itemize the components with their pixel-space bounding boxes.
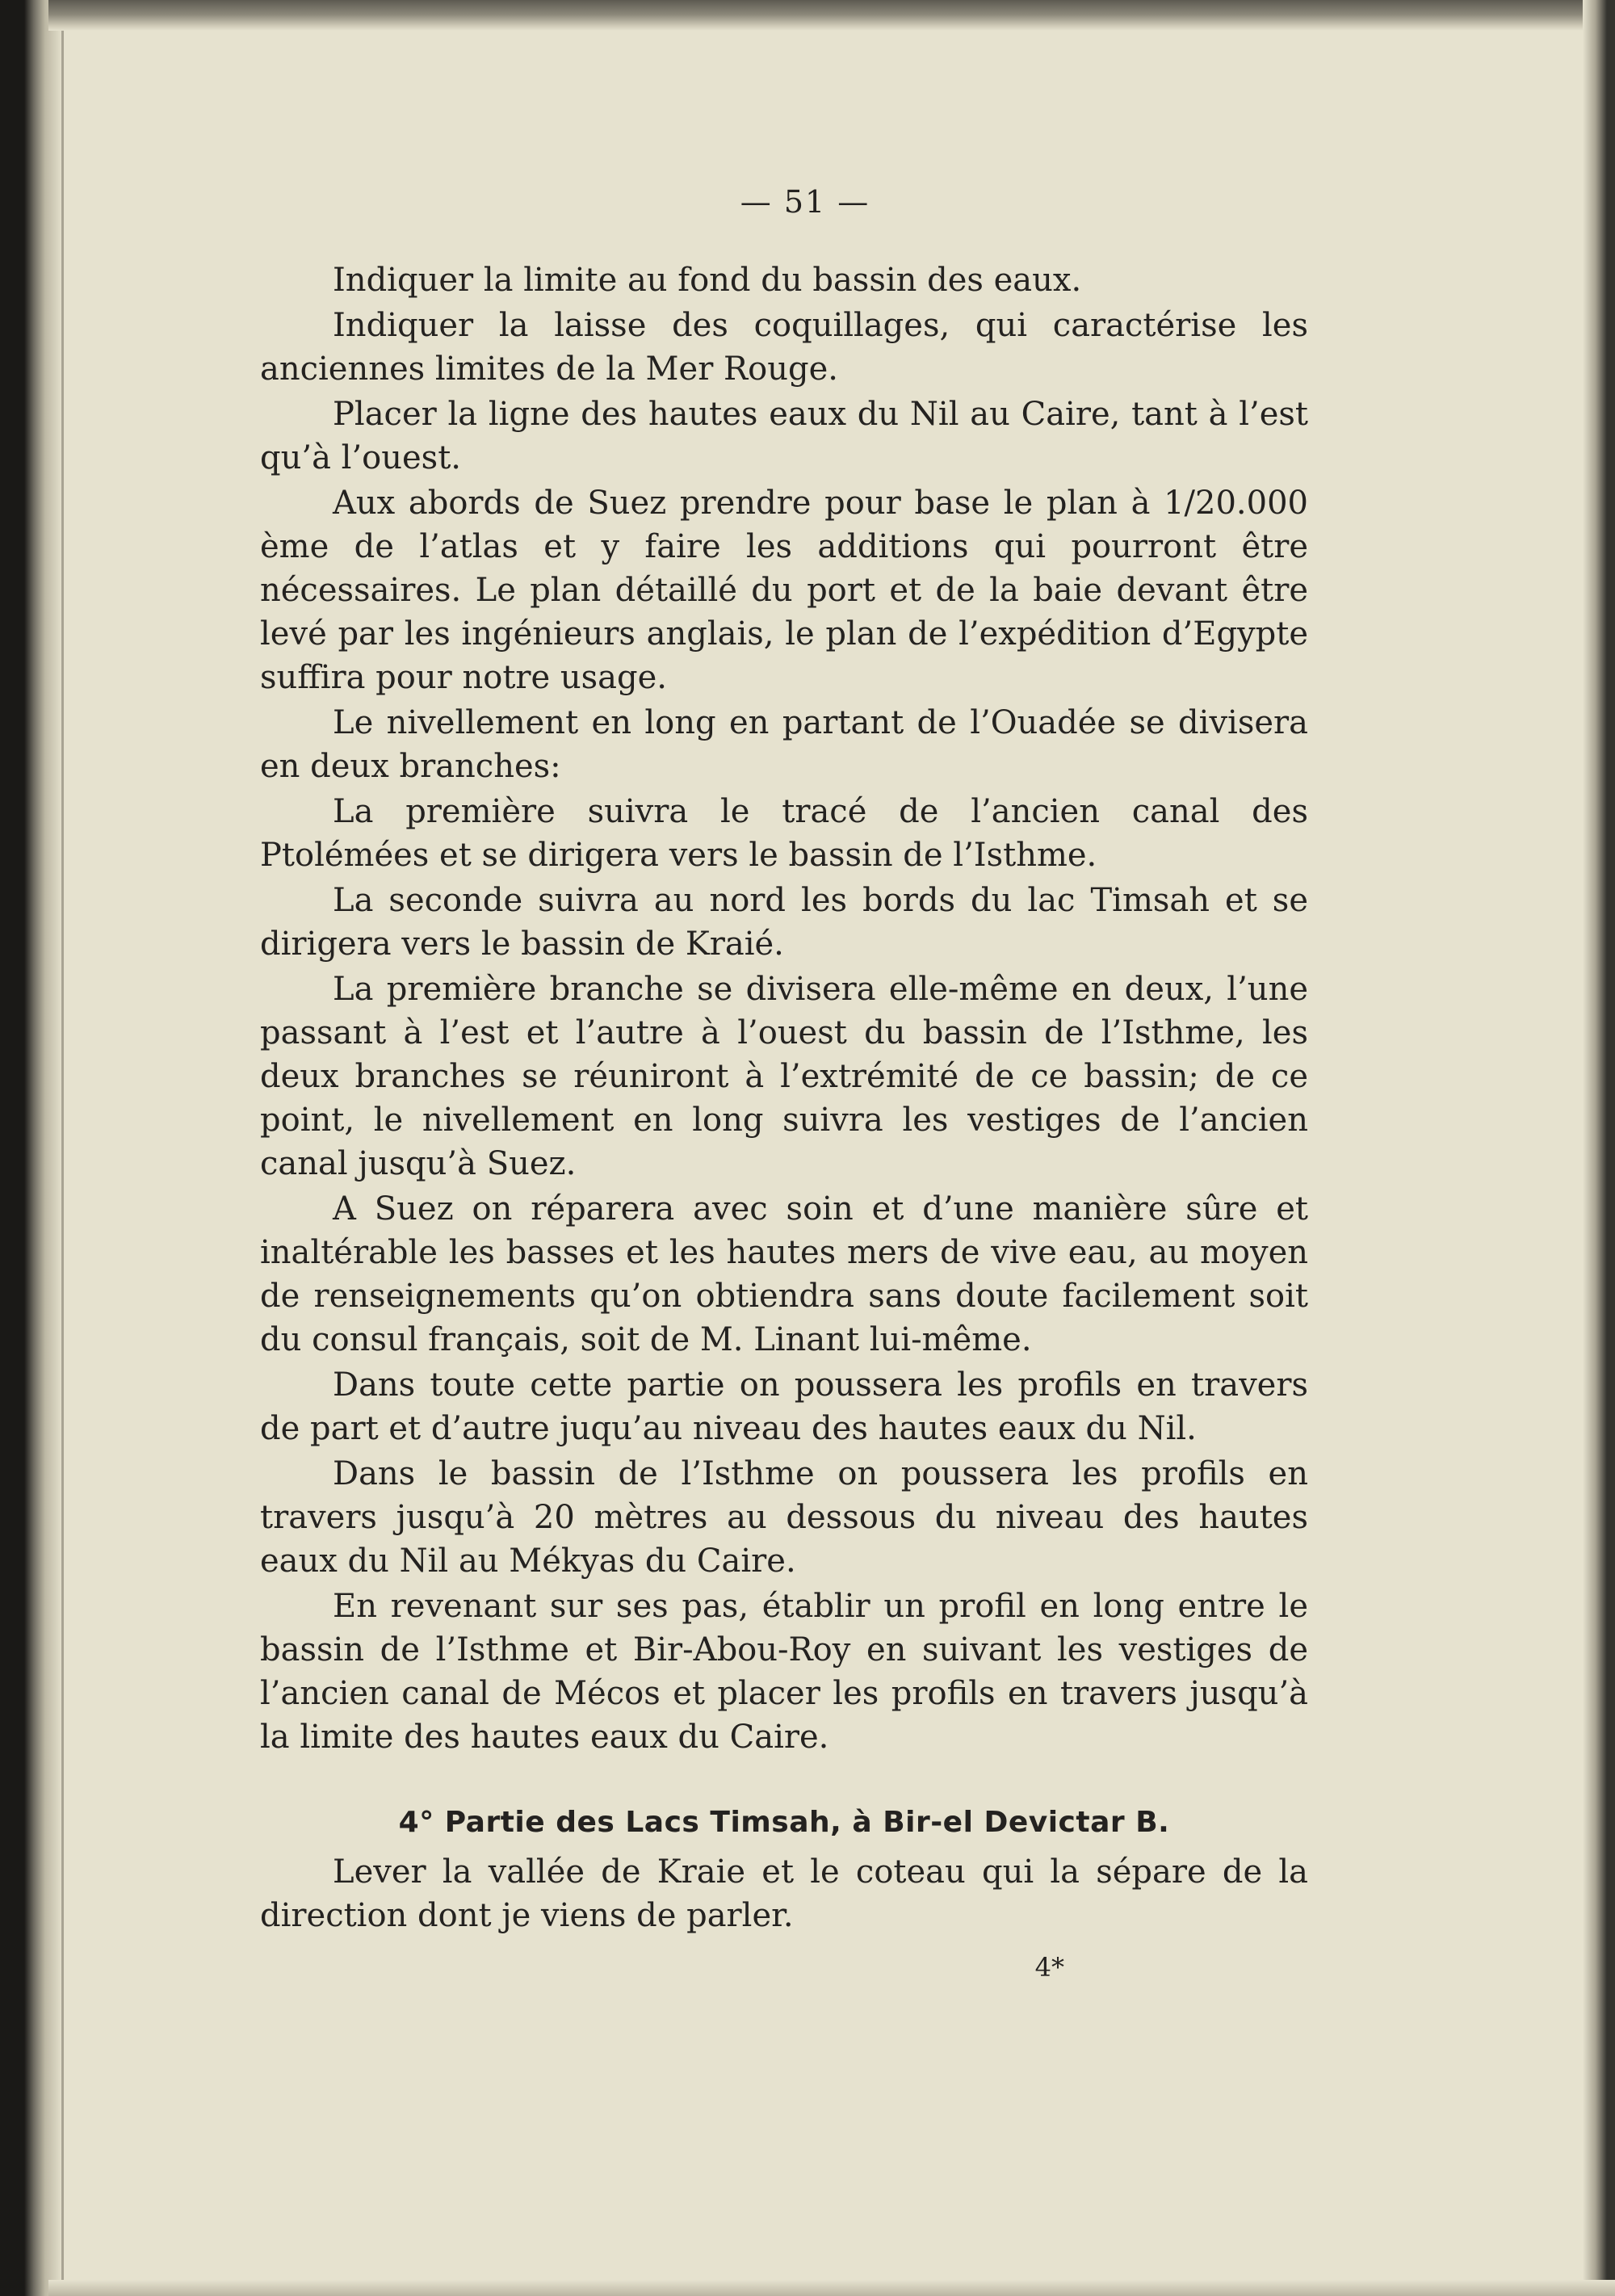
section-heading: 4° Partie des Lacs Timsah, à Bir-el Devictar B. xyxy=(398,1806,1170,1839)
paragraph: Dans le bassin de l’Isthme on poussera les profils en travers jusqu’à 20 mètres au dessous du niveau des hautes eaux du Nil au Mékyas du Caire. xyxy=(260,1455,1308,1580)
paragraph: Indiquer la limite au fond du bassin des eaux. xyxy=(333,262,1082,299)
paragraph: Aux abords de Suez prendre pour base le plan à 1/20.000 ème de l’atlas et y faire les additions qui pourront être nécessaires. Le plan détaillé du port et de la baie devant être levé par les ingénieurs anglais, le plan de l’expédition d’Egypte suffira pour notre usage. xyxy=(260,485,1308,696)
page-number: — 51 — xyxy=(740,184,870,220)
paragraph: Le nivellement en long en partant de l’Ouadée se divisera en deux branches: xyxy=(260,704,1308,785)
book-spine-shadow xyxy=(0,0,63,2296)
gutter-line xyxy=(61,0,64,2296)
paragraph: En revenant sur ses pas, établir un profil en long entre le bassin de l’Isthme et Bir-Abou-Roy en suivant les vestiges de l’ancien canal de Mécos et placer les profils en travers jusqu’à la limite des hautes eaux du Caire. xyxy=(260,1588,1308,1756)
page-bottom-edge xyxy=(48,2280,1615,2296)
page-top-edge xyxy=(48,0,1615,31)
paragraph: A Suez on réparera avec soin et d’une manière sûre et inaltérable les basses et les hautes mers de vive eau, au moyen de renseignements qu’on obtiendra sans doute facilement soit du consul français, soit de M. Linant lui-même. xyxy=(260,1190,1308,1358)
paragraph: Dans toute cette partie on poussera les profils en travers de part et d’autre juqu’au niveau des hautes eaux du Nil. xyxy=(260,1366,1308,1447)
paragraph: La première suivra le tracé de l’ancien canal des Ptolémées et se dirigera vers le bassin de l’Isthme. xyxy=(260,793,1308,874)
section-paragraph: Lever la vallée de Kraie et le coteau qui la sépare de la direction dont je viens de parler. xyxy=(260,1853,1308,1934)
paragraph: Indiquer la laisse des coquillages, qui caractérise les anciennes limites de la Mer Rouge. xyxy=(260,307,1308,388)
page-text-block xyxy=(260,184,1308,1983)
paragraph: La première branche se divisera elle-même en deux, l’une passant à l’est et l’autre à l’ouest du bassin de l’Isthme, les deux branches se réuniront à l’extrémité de ce bassin; de ce point, le nivellement en long suivra les vestiges de l’ancien canal jusqu’à Suez. xyxy=(260,971,1308,1182)
page-right-edge xyxy=(1583,0,1615,2296)
signature-mark: 4* xyxy=(1034,1952,1064,1983)
paragraph: La seconde suivra au nord les bords du lac Timsah et se dirigera vers le bassin de Kraié. xyxy=(260,882,1308,963)
paragraph: Placer la ligne des hautes eaux du Nil au Caire, tant à l’est qu’à l’ouest. xyxy=(260,396,1308,476)
